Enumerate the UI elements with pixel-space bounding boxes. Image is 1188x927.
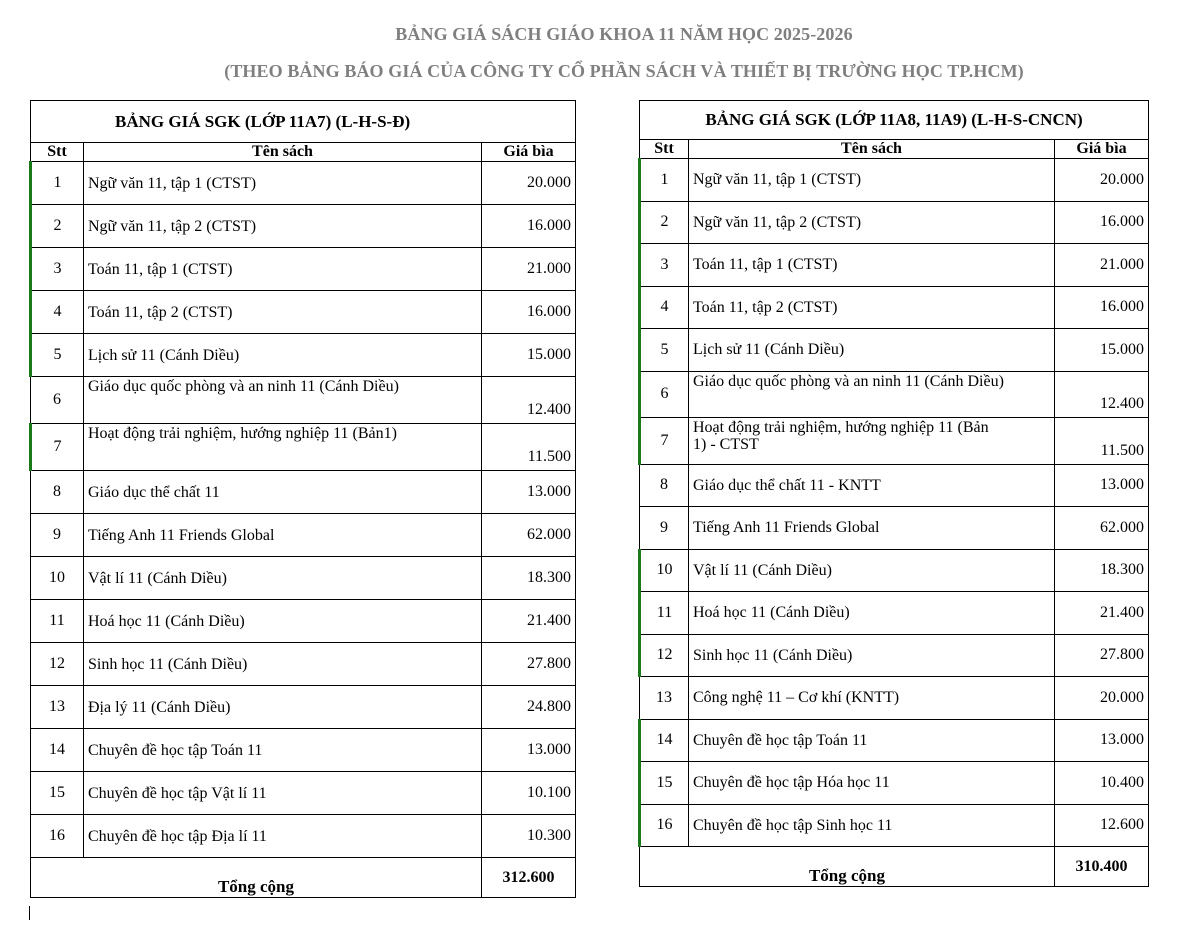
row-book-name: Địa lý 11 (Cánh Diều) — [88, 698, 231, 716]
row-book-name: Tiếng Anh 11 Friends Global — [693, 519, 880, 537]
row-book-name: Chuyên đề học tập Toán 11 — [693, 731, 868, 749]
row-price: 62.000 — [482, 514, 576, 557]
row-book-name-cell — [84, 291, 482, 334]
row-price: 24.800 — [482, 686, 576, 729]
row-stt: 8 — [640, 464, 689, 507]
row-book-name-cell — [84, 772, 482, 815]
column-header-name: Tên sách — [689, 140, 1055, 159]
row-book-name-cell — [84, 643, 482, 686]
table-row — [31, 205, 576, 248]
row-book-name-cell — [689, 329, 1055, 372]
table-body — [640, 101, 1149, 887]
row-book-name: Giáo dục thể chất 11 — [88, 483, 220, 501]
row-price: 16.000 — [482, 205, 576, 248]
table-header-row — [640, 140, 1149, 159]
row-book-name: Chuyên đề học tập Hóa học 11 — [693, 774, 890, 792]
row-price: 13.000 — [482, 471, 576, 514]
row-price: 10.300 — [482, 815, 576, 858]
price-table-11a8-11a9 — [638, 100, 1149, 887]
row-price: 13.000 — [1055, 464, 1149, 507]
table-row — [640, 507, 1149, 550]
table-row — [31, 162, 576, 205]
row-price: 13.000 — [1055, 719, 1149, 762]
row-price: 15.000 — [1055, 329, 1149, 372]
row-book-name: Lịch sử 11 (Cánh Diều) — [693, 341, 845, 359]
row-book-name: Giáo dục quốc phòng và an ninh 11 (Cánh Diều) — [88, 378, 399, 395]
table-row — [31, 643, 576, 686]
table-row — [640, 159, 1149, 202]
document-title: BẢNG GIÁ SÁCH GIÁO KHOA 11 NĂM HỌC 2025-2026 — [395, 24, 853, 44]
row-book-name: Ngữ văn 11, tập 1 (CTST) — [693, 171, 862, 189]
table-row — [31, 729, 576, 772]
table-row — [640, 549, 1149, 592]
row-stt: 9 — [31, 514, 84, 557]
row-book-name: Chuyên đề học tập Vật lí 11 — [88, 784, 267, 802]
row-book-name: Toán 11, tập 1 (CTST) — [88, 260, 233, 278]
row-stt: 12 — [31, 643, 84, 686]
row-book-name: Chuyên đề học tập Toán 11 — [88, 741, 263, 759]
row-book-name-cell — [689, 159, 1055, 202]
row-book-name: Chuyên đề học tập Địa lí 11 — [88, 827, 267, 845]
table-row — [640, 719, 1149, 762]
row-book-name-cell — [84, 815, 482, 858]
row-book-name: Chuyên đề học tập Sinh học 11 — [693, 816, 893, 834]
row-book-name-cell — [84, 557, 482, 600]
row-book-name-cell — [689, 201, 1055, 244]
row-book-name: Toán 11, tập 2 (CTST) — [693, 298, 838, 316]
row-book-name-cell — [689, 371, 1055, 418]
row-stt: 14 — [640, 719, 689, 762]
column-header-stt: Stt — [31, 143, 84, 162]
total-label: Tổng cộng — [31, 858, 482, 898]
row-book-name-cell — [84, 248, 482, 291]
table-row — [31, 424, 576, 471]
row-stt: 9 — [640, 507, 689, 550]
table-row — [640, 418, 1149, 465]
row-stt: 11 — [31, 600, 84, 643]
row-price: 62.000 — [1055, 507, 1149, 550]
row-book-name: Hoá học 11 (Cánh Diều) — [88, 612, 245, 630]
table-header-row — [31, 143, 576, 162]
row-book-name-cell — [84, 162, 482, 205]
table-row — [31, 471, 576, 514]
row-stt: 13 — [31, 686, 84, 729]
row-price: 21.000 — [1055, 244, 1149, 287]
table-row — [31, 514, 576, 557]
row-price: 20.000 — [482, 162, 576, 205]
row-book-name: Vật lí 11 (Cánh Diều) — [693, 561, 832, 579]
row-book-name-cell — [689, 418, 1055, 465]
table-row — [640, 286, 1149, 329]
table-row — [31, 686, 576, 729]
table-caption-row — [640, 101, 1149, 140]
row-stt: 8 — [31, 471, 84, 514]
row-stt: 7 — [31, 424, 84, 471]
table-row — [31, 557, 576, 600]
table-row — [640, 371, 1149, 418]
table-caption-row — [31, 101, 576, 143]
row-book-name-cell — [689, 507, 1055, 550]
table-row — [31, 600, 576, 643]
table-row — [31, 248, 576, 291]
column-header-price: Giá bìa — [1055, 140, 1149, 159]
row-book-name: Vật lí 11 (Cánh Diều) — [88, 569, 227, 587]
table-row — [31, 334, 576, 377]
table-row — [640, 244, 1149, 287]
row-book-name-cell — [689, 549, 1055, 592]
row-book-name: Hoạt động trải nghiệm, hướng nghiệp 11 (Bản1) — [88, 425, 397, 442]
row-stt: 2 — [31, 205, 84, 248]
row-stt: 1 — [31, 162, 84, 205]
row-price: 11.500 — [1055, 418, 1149, 465]
price-table-11a7 — [29, 100, 576, 898]
row-book-name: Giáo dục thể chất 11 - KNTT — [693, 476, 881, 494]
row-book-name: Ngữ văn 11, tập 1 (CTST) — [88, 174, 257, 192]
row-price: 27.800 — [1055, 634, 1149, 677]
table-row — [640, 592, 1149, 635]
text-cursor — [29, 906, 30, 920]
row-stt: 11 — [640, 592, 689, 635]
total-row — [640, 847, 1149, 887]
row-book-name-cell — [689, 762, 1055, 805]
table-row — [640, 201, 1149, 244]
row-price: 27.800 — [482, 643, 576, 686]
row-price: 21.400 — [1055, 592, 1149, 635]
row-stt: 3 — [31, 248, 84, 291]
row-stt: 4 — [31, 291, 84, 334]
row-stt: 12 — [640, 634, 689, 677]
row-book-name-cell — [84, 377, 482, 424]
row-stt: 2 — [640, 201, 689, 244]
row-book-name-cell — [84, 686, 482, 729]
row-book-name: Lịch sử 11 (Cánh Diều) — [88, 346, 240, 364]
row-stt: 6 — [640, 371, 689, 418]
row-book-name-cell — [689, 286, 1055, 329]
table-row — [640, 762, 1149, 805]
row-book-name: Công nghệ 11 – Cơ khí (KNTT) — [693, 689, 900, 707]
row-book-name: Toán 11, tập 1 (CTST) — [693, 256, 838, 274]
document-subtitle: (THEO BẢNG BÁO GIÁ CỦA CÔNG TY CỔ PHẦN SÁCH VÀ THIẾT BỊ TRƯỜNG HỌC TP.HCM) — [224, 61, 1024, 81]
row-price: 12.600 — [1055, 804, 1149, 847]
row-book-name: Sinh học 11 (Cánh Diều) — [693, 646, 853, 664]
row-book-name-cell — [84, 424, 482, 471]
row-book-name: Ngữ văn 11, tập 2 (CTST) — [88, 217, 257, 235]
table-row — [640, 634, 1149, 677]
row-book-name-cell — [689, 804, 1055, 847]
row-price: 16.000 — [482, 291, 576, 334]
row-stt: 14 — [31, 729, 84, 772]
row-book-name-cell — [689, 244, 1055, 287]
row-book-name: Sinh học 11 (Cánh Diều) — [88, 655, 248, 673]
table-row — [31, 772, 576, 815]
row-price: 20.000 — [1055, 677, 1149, 720]
column-header-stt: Stt — [640, 140, 689, 159]
table-caption: BẢNG GIÁ SGK (LỚP 11A7) (L-H-S-Đ) — [31, 101, 576, 143]
row-book-name-cell — [689, 677, 1055, 720]
row-price: 13.000 — [482, 729, 576, 772]
row-stt: 13 — [640, 677, 689, 720]
table-row — [31, 815, 576, 858]
row-book-name-cell — [84, 471, 482, 514]
row-book-name: Hoá học 11 (Cánh Diều) — [693, 604, 850, 622]
row-stt: 10 — [640, 549, 689, 592]
row-book-name: Hoạt động trải nghiệm, hướng nghiệp 11 (Bản 1) - CTST — [693, 419, 989, 453]
row-book-name: Ngữ văn 11, tập 2 (CTST) — [693, 213, 862, 231]
row-book-name: Giáo dục quốc phòng và an ninh 11 (Cánh Diều) — [693, 372, 1004, 390]
row-price: 20.000 — [1055, 159, 1149, 202]
table-caption: BẢNG GIÁ SGK (LỚP 11A8, 11A9) (L-H-S-CNCN) — [640, 101, 1149, 140]
table-row — [640, 677, 1149, 720]
row-book-name-cell — [84, 600, 482, 643]
row-price: 12.400 — [482, 377, 576, 424]
row-price: 18.300 — [482, 557, 576, 600]
column-header-price: Giá bìa — [482, 143, 576, 162]
row-book-name-cell — [689, 464, 1055, 507]
row-book-name-cell — [689, 719, 1055, 762]
total-label: Tổng cộng — [640, 847, 1055, 887]
row-price: 11.500 — [482, 424, 576, 471]
table-row — [640, 464, 1149, 507]
row-book-name-cell — [84, 729, 482, 772]
row-stt: 10 — [31, 557, 84, 600]
row-price: 10.100 — [482, 772, 576, 815]
row-price: 15.000 — [482, 334, 576, 377]
row-book-name-cell — [84, 514, 482, 557]
row-price: 16.000 — [1055, 201, 1149, 244]
row-stt: 16 — [31, 815, 84, 858]
row-stt: 15 — [31, 772, 84, 815]
total-value: 312.600 — [482, 858, 576, 898]
row-stt: 5 — [640, 329, 689, 372]
row-price: 12.400 — [1055, 371, 1149, 418]
row-book-name: Toán 11, tập 2 (CTST) — [88, 303, 233, 321]
row-stt: 5 — [31, 334, 84, 377]
row-price: 18.300 — [1055, 549, 1149, 592]
row-price: 10.400 — [1055, 762, 1149, 805]
row-stt: 3 — [640, 244, 689, 287]
row-book-name: Tiếng Anh 11 Friends Global — [88, 526, 275, 544]
row-stt: 16 — [640, 804, 689, 847]
column-header-name: Tên sách — [84, 143, 482, 162]
row-stt: 4 — [640, 286, 689, 329]
table-row — [31, 377, 576, 424]
row-book-name-cell — [689, 634, 1055, 677]
row-stt: 6 — [31, 377, 84, 424]
row-book-name-cell — [689, 592, 1055, 635]
row-book-name-cell — [84, 205, 482, 248]
row-price: 21.400 — [482, 600, 576, 643]
table-row — [640, 329, 1149, 372]
table-row — [31, 291, 576, 334]
table-body — [31, 101, 576, 898]
row-price: 16.000 — [1055, 286, 1149, 329]
total-row — [31, 858, 576, 898]
row-stt: 15 — [640, 762, 689, 805]
row-book-name-cell — [84, 334, 482, 377]
row-stt: 1 — [640, 159, 689, 202]
row-stt: 7 — [640, 418, 689, 465]
total-value: 310.400 — [1055, 847, 1149, 887]
row-price: 21.000 — [482, 248, 576, 291]
table-row — [640, 804, 1149, 847]
